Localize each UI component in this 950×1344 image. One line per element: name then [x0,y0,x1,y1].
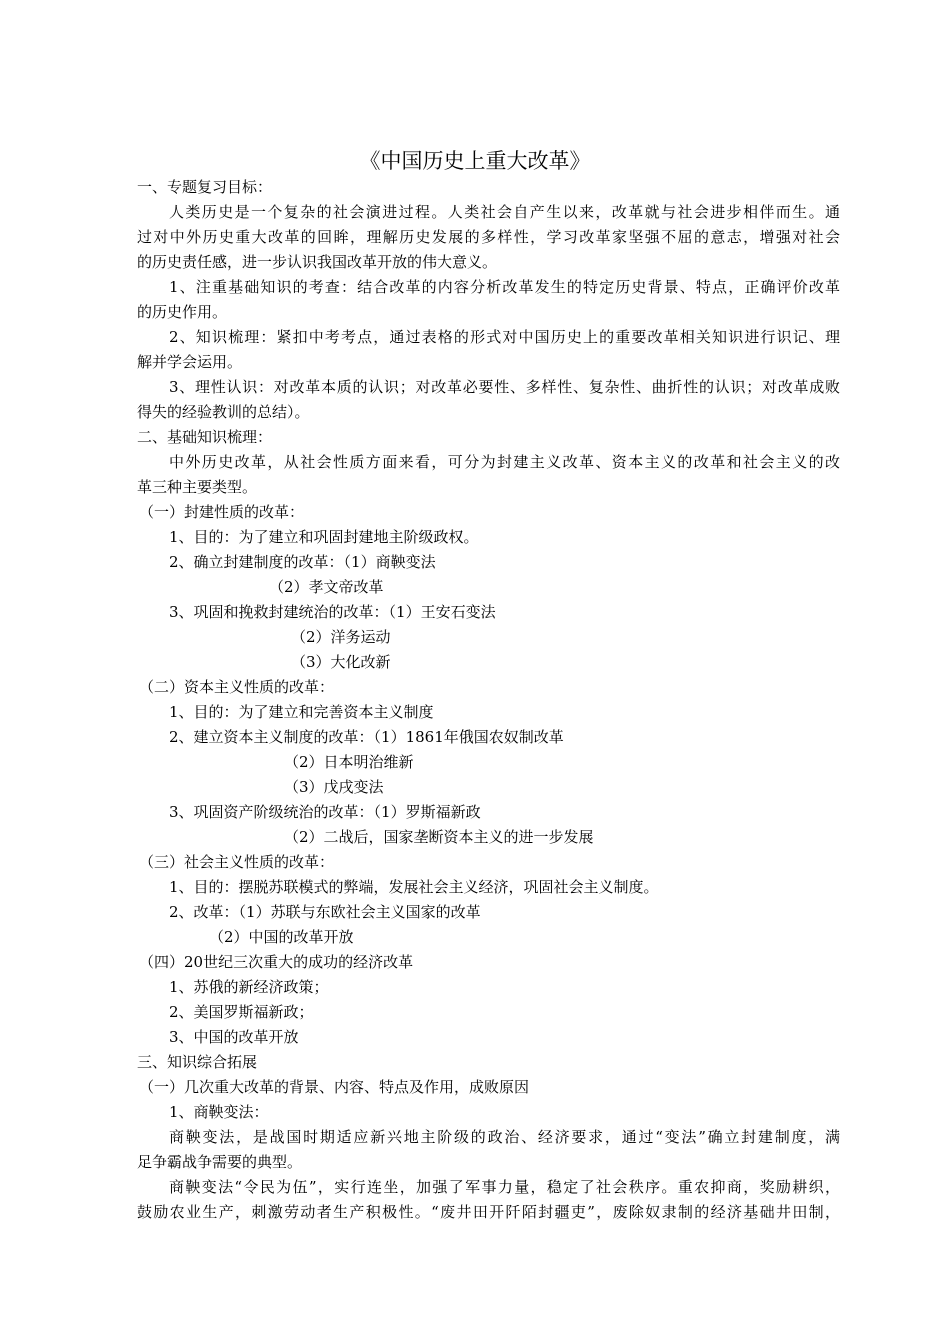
text-line: 3、中国的改革开放 [169,1028,299,1046]
text-line: 的历史作用。 [137,303,228,321]
text-line: 2、改革：（1）苏联与东欧社会主义国家的改革 [169,903,481,921]
text-line: 2、建立资本主义制度的改革：（1）1861年俄国农奴制改革 [169,728,564,746]
text-line: 中外历史改革，从社会性质方面来看，可分为封建主义改革、资本主义的改革和社会主义的改 [169,453,840,471]
text-line: 1、商鞅变法： [169,1103,269,1121]
text-line: （2）洋务运动 [291,628,391,646]
text-line: 1、目的：为了建立和完善资本主义制度 [169,703,434,721]
text-line: 3、巩固资产阶级统治的改革：（1）罗斯福新政 [169,803,481,821]
text-line: 的历史责任感，进一步认识我国改革开放的伟大意义。 [137,253,498,271]
document-body [137,175,840,1225]
text-line: 过对中外历史重大改革的回眸，理解历史发展的多样性，学习改革家坚强不屈的意志，增强对社会 [137,228,840,246]
text-line: 商鞅变法，是战国时期适应新兴地主阶级的政治、经济要求，通过“变法”确立封建制度，满 [169,1128,840,1146]
text-line: 二、基础知识梳理： [137,428,273,446]
text-line: 人类历史是一个复杂的社会演进过程。人类社会自产生以来，改革就与社会进步相伴而生。通 [169,203,840,221]
text-line: 3、理性认识：对改革本质的认识；对改革必要性、多样性、复杂性、曲折性的认识；对改革成败 [169,378,840,396]
text-line: （四）20世纪三次重大的成功的经济改革 [139,953,414,971]
text-line: （二）资本主义性质的改革： [139,678,335,696]
text-line: 解并学会运用。 [137,353,243,371]
text-line: 2、美国罗斯福新政； [169,1003,314,1021]
text-line: 足争霸战争需要的典型。 [137,1153,303,1171]
text-line: （一）封建性质的改革： [139,503,305,521]
text-line: 2、知识梳理：紧扣中考考点，通过表格的形式对中国历史上的重要改革相关知识进行识记、理 [169,328,840,346]
text-line: 得失的经验教训的总结）。 [137,403,310,421]
text-line: 一、专题复习目标： [137,178,273,196]
text-line: 鼓励农业生产，刺激劳动者生产积极性。“废井田开阡陌封疆吏”，废除奴隶制的经济基础井田制， [137,1203,840,1221]
text-line: （2）二战后，国家垄断资本主义的进一步发展 [284,828,594,846]
text-line: 革三种主要类型。 [137,478,258,496]
text-line: （3）戊戌变法 [284,778,384,796]
text-line: 商鞅变法“令民为伍”，实行连坐，加强了军事力量，稳定了社会秩序。重农抑商，奖励耕织， [169,1178,840,1196]
text-line: 3、巩固和挽救封建统治的改革：（1）王安石变法 [169,603,496,621]
text-line: （一）几次重大改革的背景、内容、特点及作用，成败原因 [139,1078,530,1096]
text-line: 1、目的：为了建立和巩固封建地主阶级政权。 [169,528,479,546]
text-line: 2、确立封建制度的改革：（1）商鞅变法 [169,553,436,571]
text-line: （2）日本明治维新 [284,753,414,771]
document-title: 《中国历史上重大改革》 [359,149,591,173]
text-line: （三）社会主义性质的改革： [139,853,335,871]
text-line: 三、知识综合拓展 [137,1053,258,1071]
text-line: （3）大化改新 [291,653,391,671]
text-line: 1、目的：摆脱苏联模式的弊端，发展社会主义经济，巩固社会主义制度。 [169,878,659,896]
text-line: 1、苏俄的新经济政策； [169,978,329,996]
text-line: 1、注重基础知识的考查：结合改革的内容分析改革发生的特定历史背景、特点，正确评价改革 [169,278,840,296]
text-line: （2）中国的改革开放 [209,928,354,946]
text-line: （2）孝文帝改革 [269,578,384,596]
